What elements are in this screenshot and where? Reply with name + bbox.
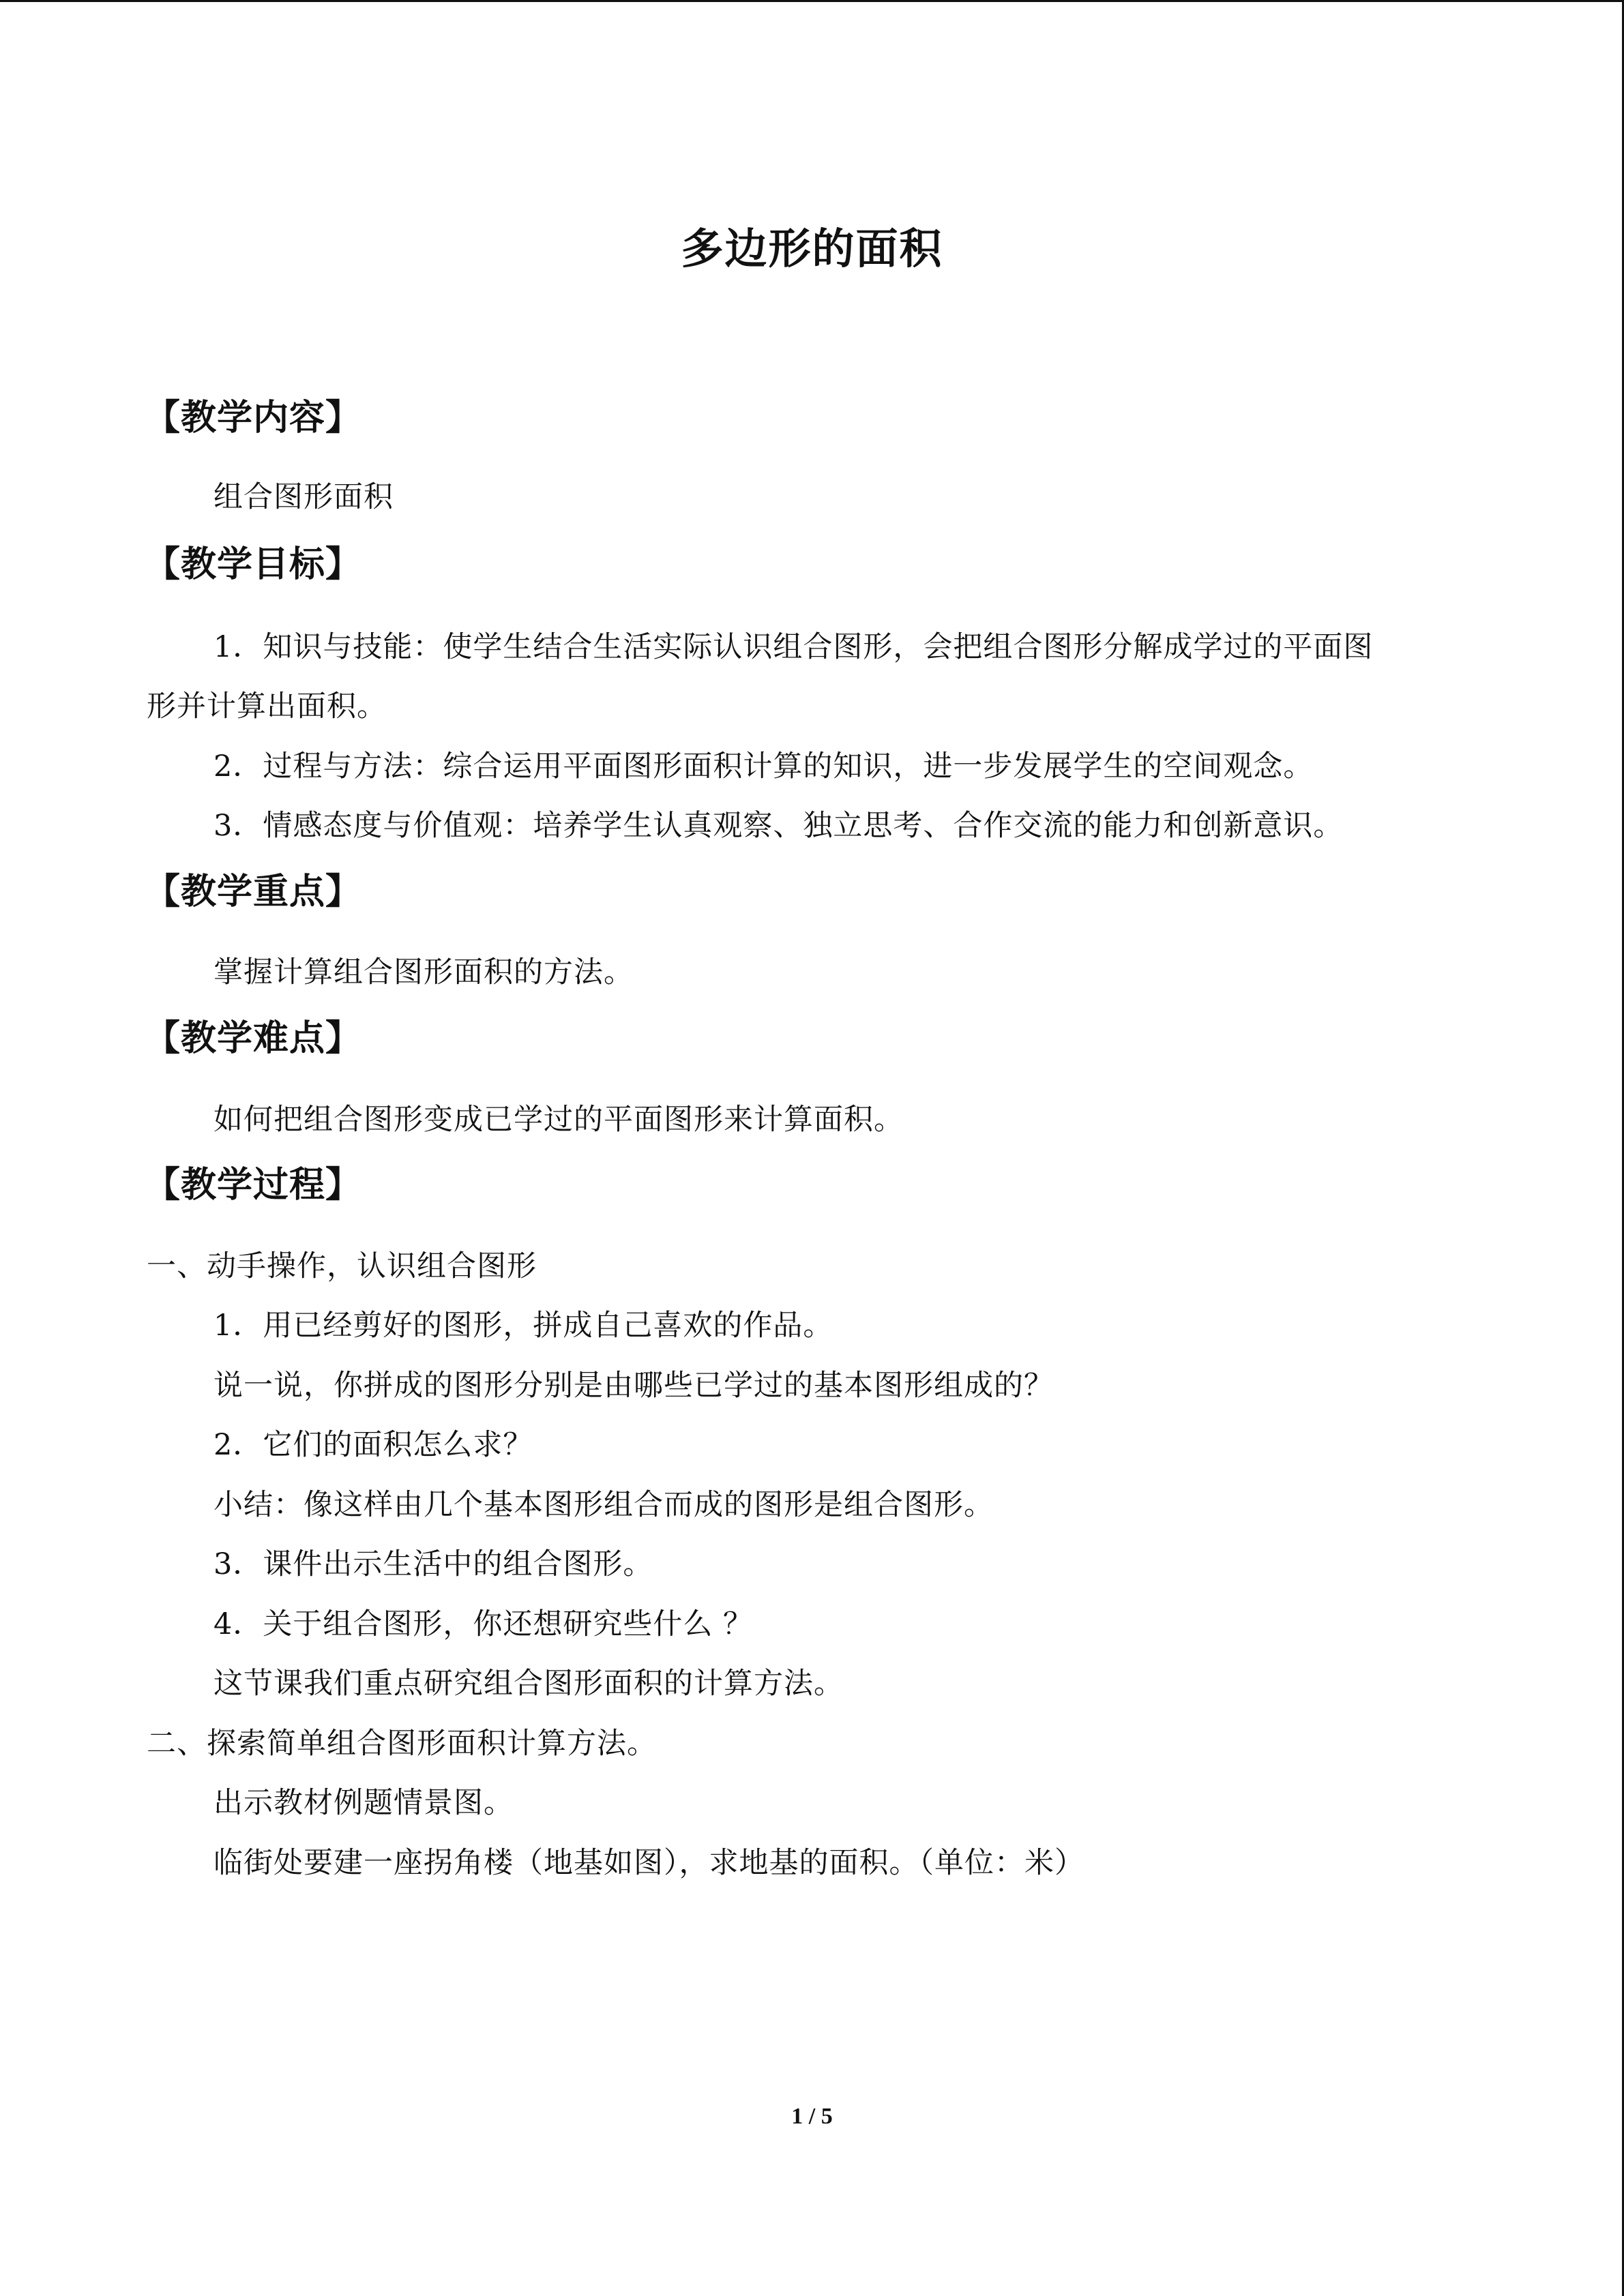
process-line: 1．用已经剪好的图形，拼成自己喜欢的作品。 <box>213 1309 833 1343</box>
section-heading-key-points: 【教学重点】 <box>145 871 362 912</box>
process-line: 小结：像这样由几个基本图形组合而成的图形是组合图形。 <box>213 1488 994 1522</box>
section-heading-process: 【教学过程】 <box>145 1165 362 1206</box>
process-line: 这节课我们重点研究组合图形面积的计算方法。 <box>213 1667 844 1701</box>
section-heading-difficulties: 【教学难点】 <box>145 1018 362 1059</box>
objective-line: 3．情感态度与价值观：培养学生认真观察、独立思考、合作交流的能力和创新意识。 <box>213 809 1344 843</box>
document-title: 多边形的面积 <box>681 224 943 273</box>
process-line: 2．它们的面积怎么求？ <box>213 1428 533 1462</box>
page-number: 1 / 5 <box>791 2104 833 2129</box>
section-heading-content: 【教学内容】 <box>145 398 362 438</box>
objective-line: 2．过程与方法：综合运用平面图形面积计算的知识，进一步发展学生的空间观念。 <box>213 749 1314 784</box>
process-line: 二、探索简单组合图形面积计算方法。 <box>147 1727 657 1761</box>
process-line: 临街处要建一座拐角楼（地基如图），求地基的面积。（单位：米） <box>213 1846 1084 1880</box>
objective-line: 形并计算出面积。 <box>147 689 387 724</box>
section-heading-objectives: 【教学目标】 <box>145 544 362 585</box>
process-line: 4．关于组合图形，你还想研究些什么 ？ <box>213 1607 754 1641</box>
process-line: 说一说，你拼成的图形分别是由哪些已学过的基本图形组成的？ <box>213 1369 1054 1403</box>
key-point-line: 掌握计算组合图形面积的方法。 <box>213 955 634 989</box>
process-line: 3．课件出示生活中的组合图形。 <box>213 1547 653 1581</box>
process-line: 一、动手操作，认识组合图形 <box>147 1249 537 1283</box>
objective-line: 1．知识与技能：使学生结合生活实际认识组合图形，会把组合图形分解成学过的平面图 <box>213 630 1374 664</box>
process-line: 出示教材例题情景图。 <box>213 1786 514 1820</box>
content-line: 组合图形面积 <box>213 480 394 514</box>
difficulty-line: 如何把组合图形变成已学过的平面图形来计算面积。 <box>213 1103 904 1137</box>
